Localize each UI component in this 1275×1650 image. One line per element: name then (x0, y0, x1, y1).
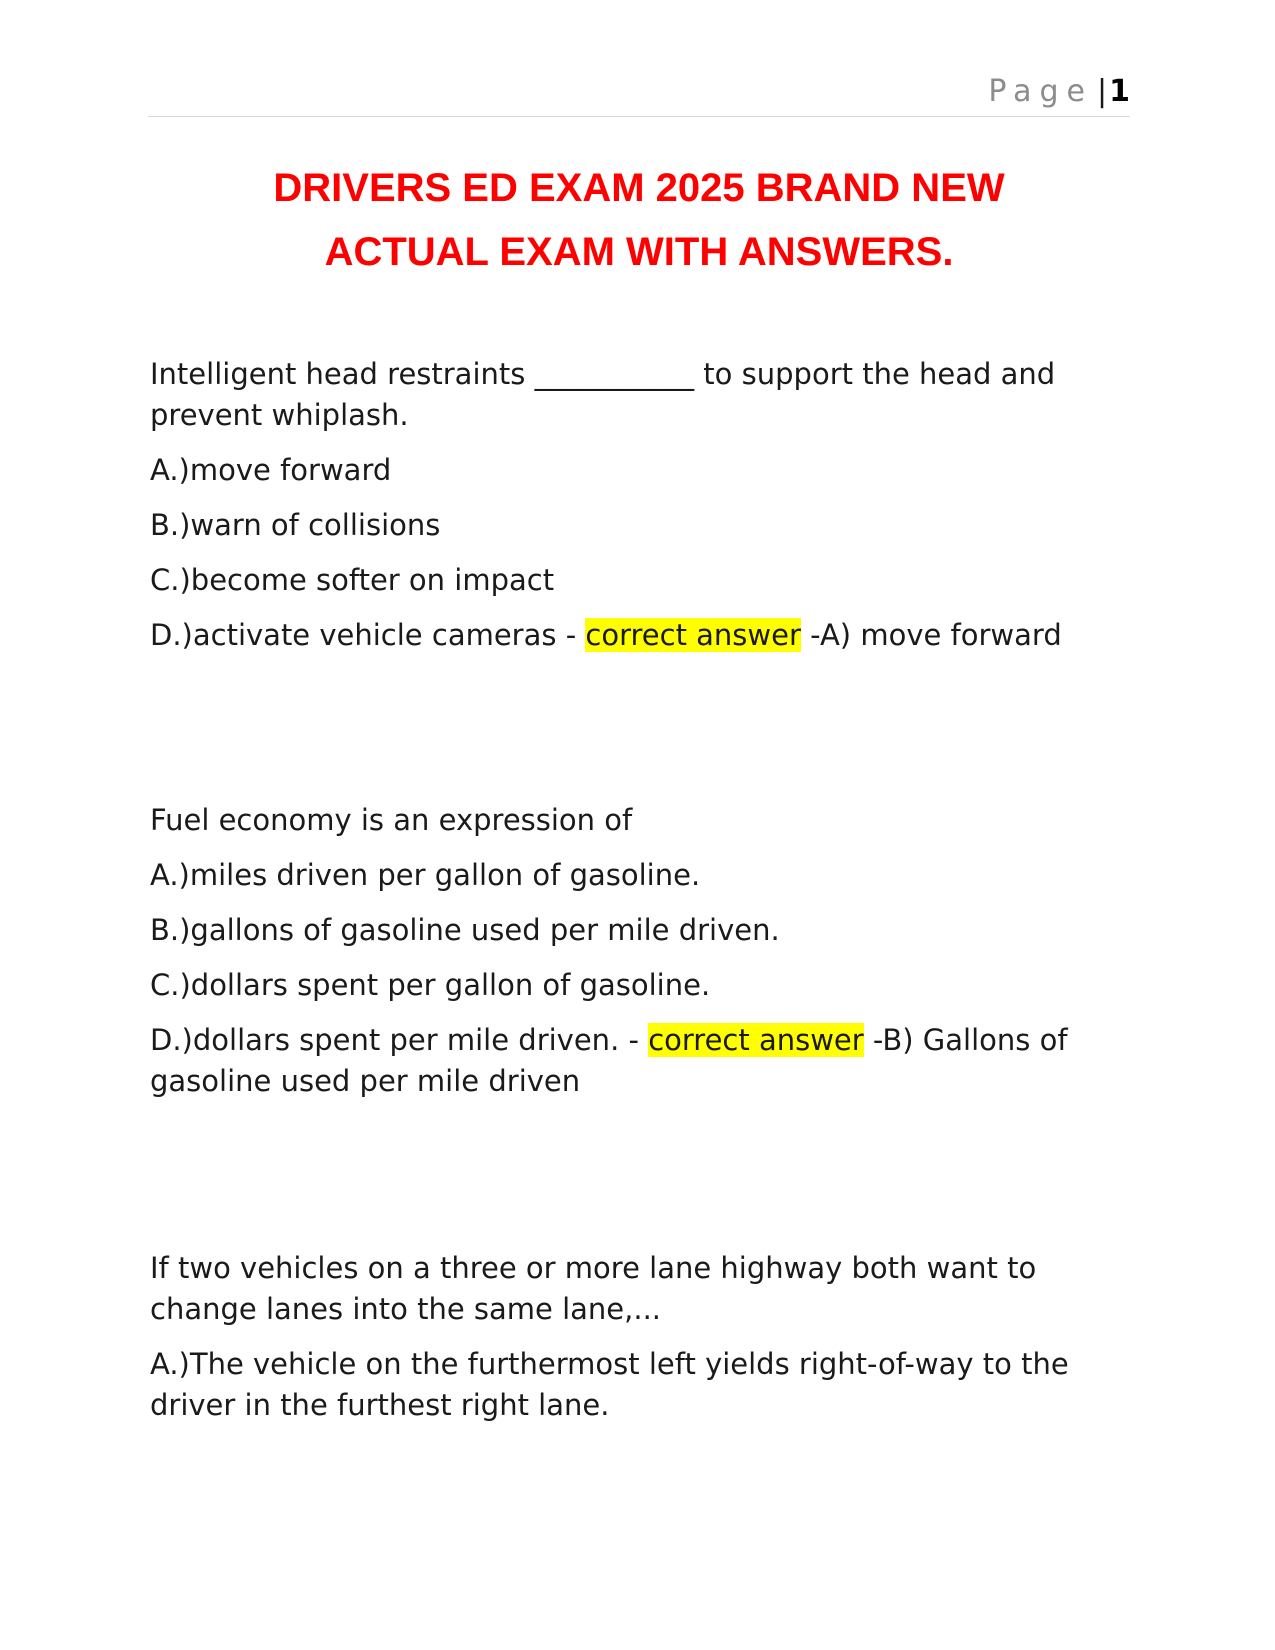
option-d: D.)activate vehicle cameras - (150, 618, 586, 652)
answer-text: -B) Gallons of gasoline used per mile driven (150, 1023, 1068, 1098)
answer-text: -A) move forward (800, 618, 1062, 652)
title-line-2: ACTUAL EXAM WITH ANSWERS. (324, 230, 954, 274)
option-d-with-answer (150, 1020, 1110, 1102)
question-text: If two vehicles on a three or more lane highway both want to change lanes into the same lane,... (150, 1251, 1037, 1326)
question-1 (150, 354, 1110, 670)
page-label: Page (988, 74, 1094, 109)
question-text: Fuel economy is an expression of (150, 803, 633, 837)
option-a: A.)move forward (150, 453, 392, 487)
question-3 (150, 1248, 1110, 1440)
page-number: 1 (1109, 74, 1130, 109)
option-d: D.)dollars spent per mile driven. - (150, 1023, 649, 1057)
option-c: C.)become softer on impact (150, 563, 555, 597)
option-b: B.)gallons of gasoline used per mile driven. (150, 913, 780, 947)
correct-answer-highlight: correct answer (585, 618, 801, 652)
option-d-with-answer (150, 615, 1110, 656)
option-a: A.)The vehicle on the furthermost left yields right-of-way to the driver in the furthest right lane. (150, 1347, 1069, 1422)
option-b: B.)warn of collisions (150, 508, 441, 542)
question-2 (150, 800, 1110, 1116)
page-header (148, 72, 1130, 117)
page-separator: | (1097, 74, 1108, 109)
title-line-1: DRIVERS ED EXAM 2025 BRAND NEW (273, 166, 1005, 210)
option-c: C.)dollars spent per gallon of gasoline. (150, 968, 711, 1002)
option-a: A.)miles driven per gallon of gasoline. (150, 858, 701, 892)
correct-answer-highlight: correct answer (648, 1023, 864, 1057)
document-title (148, 156, 1130, 284)
question-text: Intelligent head restraints ___________ to support the head and prevent whiplash. (150, 357, 1056, 432)
page-number-indicator (988, 72, 1130, 112)
